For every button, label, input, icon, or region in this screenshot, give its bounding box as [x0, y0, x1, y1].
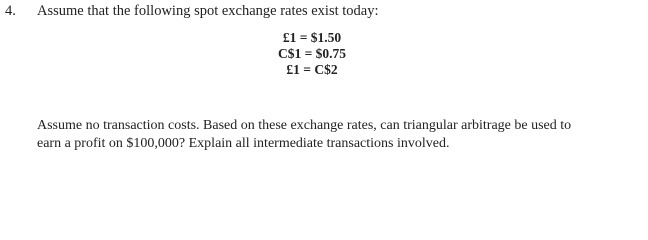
question-intro: Assume that the following spot exchange rates exist today:: [37, 3, 379, 19]
exchange-rate-cad-usd: C$1 = $0.75: [277, 46, 347, 61]
question-body: [37, 117, 637, 153]
exchange-rate-gbp-cad: £1 = C$2: [286, 62, 338, 77]
question-body-line: earn a profit on $100,000? Explain all intermediate transactions involved.: [37, 136, 450, 151]
exchange-rates-list: [212, 30, 412, 78]
question-body-line: Assume no transaction costs. Based on these exchange rates, can triangular arbitrage be used to: [37, 118, 572, 133]
exchange-rate-gbp-usd: £1 = $1.50: [282, 30, 342, 45]
question-number: 4.: [5, 3, 16, 19]
